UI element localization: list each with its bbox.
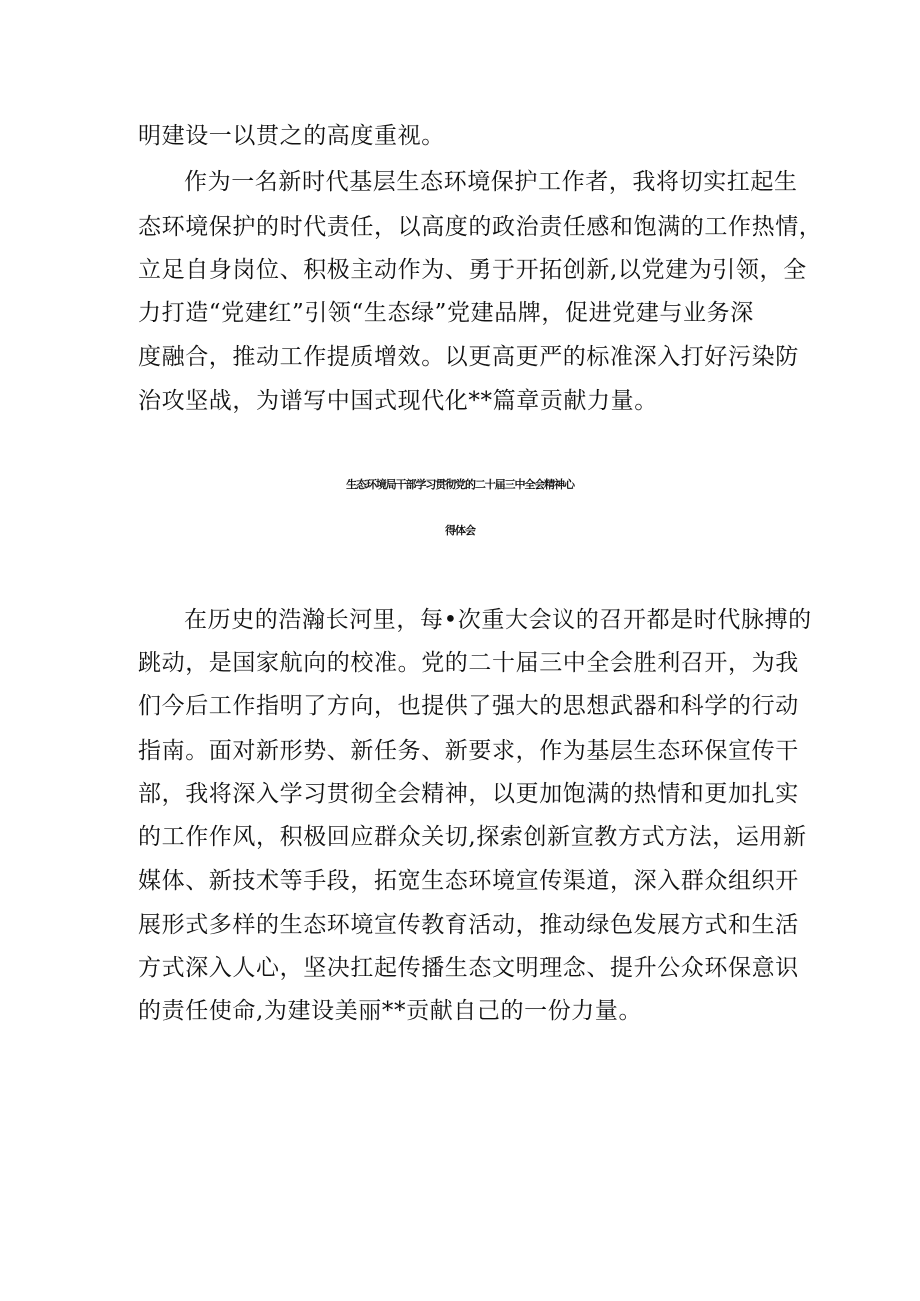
paragraph1-line: 度融合，推动工作提质增效。以更高更严的标准深入打好污染防 (138, 344, 799, 370)
paragraph1-line: 力打造“党建红”引领“生态绿”党建品牌，促进党建与业务深 (138, 300, 754, 326)
article-title-line: 生态环境局干部学习贯彻党的二十届三中全会精神心 (346, 478, 574, 491)
paragraph2-line: 方式深入人心，坚决扛起传播生态文明理念、提升公众环保意识 (138, 955, 799, 981)
continuation-line: 明建设一以贯之的高度重视。 (138, 123, 445, 149)
paragraph2-line: 在历史的浩瀚长河里，每•次重大会议的召开都是时代脉搏的 (184, 607, 812, 633)
paragraph2-line: 媒体、新技术等手段，拓宽生态环境宣传渠道，深入群众组织开 (138, 868, 799, 894)
paragraph2-line: 展形式多样的生态环境宣传教育活动，推动绿色发展方式和生活 (138, 912, 799, 938)
paragraph2-line: 部，我将深入学习贯彻全会精神，以更加饱满的热情和更加扎实 (138, 781, 799, 807)
paragraph1-line: 立足自身岗位、积极主动作为、勇于开拓创新,以党建为引领，全 (138, 257, 807, 283)
paragraph1-line: 治攻坚战，为谱写中国式现代化**篇章贡献力量。 (138, 388, 658, 414)
article-title-line: 得体会 (445, 524, 475, 537)
paragraph2-line: 跳动，是国家航向的校准。党的二十届三中全会胜利召开，为我 (138, 650, 799, 676)
paragraph2-line: 指南。面对新形势、新任务、新要求，作为基层生态环保宣传干 (138, 738, 799, 764)
paragraph1-line: 态环境保护的时代责任，以高度的政治责任感和饱满的工作热情， (138, 214, 823, 240)
paragraph2-line: 们今后工作指明了方向，也提供了强大的思想武器和科学的行动 (138, 693, 799, 719)
paragraph2-line: 的责任使命,为建设美丽**贡献自己的一份力量。 (138, 998, 643, 1024)
paragraph2-line: 的工作作风，积极回应群众关切,探索创新宣教方式方法，运用新 (138, 824, 807, 850)
paragraph1-line: 作为一名新时代基层生态环境保护工作者，我将切实扛起生 (184, 169, 798, 195)
